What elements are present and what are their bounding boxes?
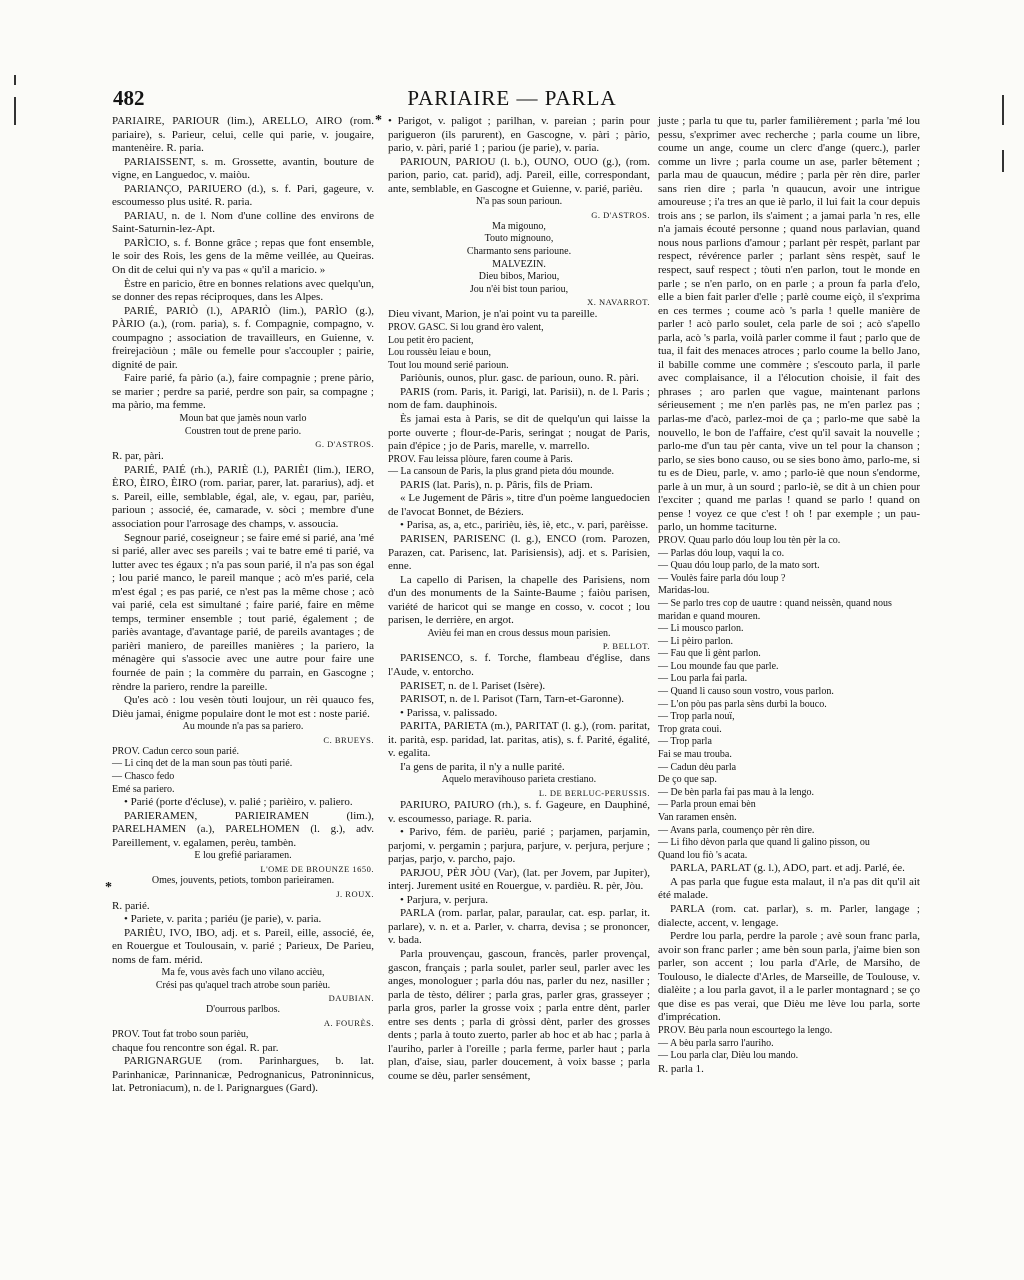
entry-paragraph: • Parisa, as, a, etc., paririèu, iès, iè, etc., v. pari, parèisse. [400, 519, 649, 532]
text-column-middle [388, 115, 650, 1083]
margin-rule-right-lower [1002, 150, 1004, 172]
citation-author: G. D'ASTROS. [315, 439, 374, 450]
entry-paragraph: • Pariete, v. parita ; pariéu (je parie), v. paria. [124, 913, 322, 926]
entry-paragraph: • Parié (porte d'écluse), v. palié ; parièiro, v. paliero. [124, 796, 353, 809]
proverb-block: PROV. GASC. Si lou grand èro valent, Lou petit èro pacient, Lou roussèu leiau e boun, Tout lou mound serié parioun. [388, 321, 544, 371]
verse-quote: E lou grefié pariaramen. [194, 850, 292, 862]
margin-asterisk: * [375, 113, 382, 128]
citation-author: A. FOURÈS. [323, 1018, 374, 1029]
entry-paragraph: PARLA, PARLAT (g. l.), ADO, part. et adj. Parlé, ée. [670, 862, 905, 875]
citation-author: L'OME DE BROUNZE 1650. [260, 863, 374, 874]
entry-paragraph: chaque fou rencontre son égal. R. par. [112, 1041, 279, 1054]
text-column-right [658, 115, 920, 1076]
citation-author: DAUBIAN. [328, 993, 374, 1004]
entry-paragraph: Dieu vivant, Marion, je n'ai point vu ta pareille. [388, 308, 598, 321]
entry-paragraph: PARIS (rom. Paris, it. Parigi, lat. Parisii), n. de l. Paris ; nom de fam. dauphinois. [388, 385, 650, 412]
entry-paragraph: PARIÉ, PARIÒ (l.), APARIÒ (lim.), PARÌO (g.), PÀRIO (a.), (rom. paria), s. f. Compagnie, compagno, v. coumpagno ; association de travailleurs, en Guienne, v. freirejaciòun ; mâle ou femelle pour s'accoupler ; pairie, dignité de pair. [112, 304, 374, 371]
entry-paragraph: PARIAIRE, PARIOUR (lim.), ARELLO, AIRO (rom. pariaire), s. Parieur, celui, celle qui parie, v. jougaire, mantenèire. R. paria. [112, 115, 374, 155]
proverb-block: PROV. Quau parlo dóu loup lou tèn pèr la co. — Parlas dóu loup, vaqui la co. — Quau dóu loup parlo, de la mato sort. — Voulès faire parla dóu loup ? Maridas-lou. — Se parlo tres cop de uautre : quand neissèn, quand nous maridan e quand mouren. — Li mousco parlon. — Li pèiro parlon. — Fau que li gènt parlon. — Lou mounde fau que parle. — Lou parla fai parla. — Quand li causo soun vostro, vous parlon. — L'on pòu pas parla sèns durbi la bouco. — Trop parla nouï, Trop grata coui. — Trop parla Fai se mau trouba. — Cadun dèu parla De ço que sap. — De bèn parla fai pas mau à la lengo. — Parla proun emai bèn Van raramen ensèn. — Avans parla, coumenço pèr rèn dire. — Li fiho dèvon parla que quand li galino pisson, ou Quand lou fiò 's acata. [658, 534, 892, 861]
citation-author: G. D'ASTROS. [591, 209, 650, 220]
entry-paragraph: PARIGNARGUE (rom. Parinhargues, b. lat. Parinhanicæ, Parinnanicæ, Pedrognanicus, Patroninnicus, lat. Petroniacum), n. de l. Parignargues (Gard). [112, 1055, 374, 1095]
entry-paragraph: R. parié. [112, 899, 150, 912]
entry-paragraph: PARISET, n. de l. Pariset (Isère). [400, 679, 546, 692]
entry-paragraph: « Le Jugement de Pâris », titre d'un poème languedocien de l'avocat Bonnet, de Béziers. [388, 492, 650, 518]
citation-author: L. DE BERLUC-PERUSSIS. [538, 787, 650, 798]
proverb-block: PROV. Cadun cerco soun parié. — Li cinq det de la man soun pas tòuti parié. — Chasco fedo Emé sa pariero. [112, 745, 293, 795]
entry-paragraph: • Parivo, fém. de parièu, parié ; parjamen, parjamin, parjomi, v. pergamin ; parjura, parjure, v. perjura, perjure ; parjas, parjo, v. parcho, pajo. [388, 826, 650, 866]
page-header [113, 86, 911, 112]
entry-paragraph: Parla prouvençau, gascoun, francès, parler provençal, gascon, français ; parla soulet, parler seul, parler avec les anges, monologuer ; parla dóu nas, parler du nez, nasiller ; parla de tèsto, délirer ; parla gras, parler gras, grasseyer ; parla gros, parler la grosse voix ; parla entre dènt, parler entre ses dents ; parla di gròssi dènt, parler des grosses dents ; parla à touto zuerto, parler ab hoc et ab hac ; parla à l'auriho, parler à l'oreille ; parla ferme, parler haut ; parla plan, d'aise, siau, parler doucement, à voix basse ; parla coume se dèu, parler sensément, [388, 947, 650, 1082]
entry-paragraph: A pas parla que fugue esta malaut, il n'a pas dit qu'il ait été malade. [658, 875, 920, 902]
entry-paragraph: PARLA (rom. parlar, palar, paraular, cat. esp. parlar, it. parlare), v. n. et a. Parler, v. charra, devisa ; se prononcer, v. bada. [388, 907, 650, 947]
entry-paragraph: Pariòunis, ounos, plur. gasc. de parioun, ouno. R. pàri. [400, 372, 639, 385]
citation-author: J. ROUX. [336, 888, 374, 899]
verse-quote: D'ourrous parlbos. [205, 1004, 280, 1016]
entry-paragraph: PARÌCIO, s. f. Bonne grâce ; repas que font ensemble, le soir des Rois, les gens de la même veillée, au Queiras. On dit de celui qui n'y va pas « qu'il a maricio. » [112, 236, 374, 277]
margin-asterisk: * [105, 880, 112, 895]
entry-paragraph: PARISEN, PARISENC (l. g.), ENCO (rom. Parozen, Parazen, cat. Parisenc, lat. Parisiensis), adj. et s. Parisien, enne. [388, 533, 650, 573]
entry-paragraph: PARIURO, PAIURO (rh.), s. f. Gageure, en Dauphiné, v. escoumesso, pariage. R. paria. [388, 798, 650, 825]
entry-paragraph: Qu'es acò : lou vesèn tòuti loujour, un rèi quauco fes, Dièu jamai, énigme populaire dont le mot est : noste parié. [112, 694, 374, 720]
proverb-block: PROV. Fau leissa plòure, faren coume à Paris. — La cansoun de Paris, la plus grand pieta dóu mounde. [388, 453, 615, 478]
entry-paragraph: PARLA (rom. cat. parlar), s. m. Parler, langage ; dialecte, accent, v. lengage. [658, 903, 920, 929]
entry-paragraph: La capello di Parisen, la chapelle des Parisiens, nom d'un des monuments de la Sainte-Baume ; faiòu parisen, variété de haricot qui se mange en cosso, v. cocot ; lou parisen, le derrière, en argot. [388, 573, 650, 627]
proverb-block: PROV. Tout fat trobo soun parièu, [112, 1029, 249, 1041]
margin-rule-left-top [14, 75, 16, 85]
verse-quote: N'a pas soun parioun. [475, 196, 563, 208]
page-title: PARIAIRE — PARLA [407, 86, 617, 110]
entry-paragraph: PARIAU, n. de l. Nom d'une colline des environs de Saint-Saturnin-lez-Apt. [112, 209, 374, 236]
citation-author: X. NAVARROT. [587, 297, 650, 308]
verse-quote: Aquelo meravihouso parieta crestiano. [441, 774, 597, 786]
entry-paragraph: • Parigot, v. paligot ; parilhan, v. pareian ; parin pour parigueron (ils parurent), en Gascogne, v. pàri ; pàrio, pario, v. pàri, parié 1 ; pariou (je parie), v. paria. [388, 115, 650, 155]
entry-paragraph: PARIÉ, PAIÉ (rh.), PARIÈ (l.), PARIÈI (lim.), IERO, ÈRO, ÈIRO, ÈIRO (rom. pariar, parer, lat. pararius), adj. et s. Pareil, eille, semblable, égal, ale, v. egau, par, parièu, parioun ; associé, ée, camarade, v. sòci ; membre d'une association pour l'arrosage des champs, v. assoucia. [112, 463, 374, 530]
citation-author: C. BRUEYS. [323, 734, 374, 745]
entry-paragraph: R. par, pàri. [112, 450, 164, 463]
entry-paragraph: PARIAISSENT, s. m. Grossette, avantin, bouture de vigne, en Languedoc, v. maiòu. [112, 155, 374, 182]
entry-paragraph: • Parissa, v. palissado. [400, 706, 498, 719]
entry-paragraph: PARIERAMEN, PARIEIRAMEN (lim.), PARELHAMEN (a.), PARELHOMEN (l. g.), adv. Pareillement, v. egalamen, perèu, tambèn. [112, 809, 374, 849]
verse-quote: Omes, jouvents, petiots, tombon parieiramen. [151, 874, 335, 886]
entry-paragraph: PARIS (lat. Paris), n. p. Pâris, fils de Priam. [400, 478, 593, 491]
entry-paragraph: PARISENCO, s. f. Torche, flambeau d'église, dans l'Aude, v. entorcho. [388, 652, 650, 678]
citation-author: P. BELLOT. [602, 641, 650, 652]
entry-paragraph: I'a gens de parita, il n'y a nulle parité. [400, 760, 565, 773]
margin-rule-left [14, 97, 16, 125]
verse-quote: Au mounde n'a pas sa pariero. [182, 721, 304, 733]
text-column-left [112, 115, 374, 1096]
proverb-block: PROV. Bèu parla noun escourtego la lengo. — A bèu parla sarro l'auriho. — Lou parla clar, Dièu lou mando. [658, 1024, 833, 1062]
entry-paragraph: Faire parié, fa pàrio (a.), faire compagnie ; prene pàrio, se marier ; perdre sa parié, perdre son pair, sa compagne ; ma pàrio, ma femme. [112, 372, 374, 412]
entry-paragraph: PARIÈU, IVO, IBO, adj. et s. Pareil, eille, associé, ée, en Rouergue et Toulousain, v. parié ; Parieux, De Parieu, noms de fam. mérid. [112, 926, 374, 966]
entry-paragraph: PARIANÇO, PARIUERO (d.), s. f. Pari, gageure, v. escoumesso plus usité. R. paria. [112, 182, 374, 209]
verse-quote: Ma migouno, Touto mignouno, Charmanto sens parioune. MALVEZIN. Dieu bibos, Mariou, Jou n'èi bist toun pariou, [466, 220, 572, 295]
verse-quote: Avièu fei man en crous dessus moun parisien. [427, 627, 611, 639]
entry-paragraph: Èstre en paricio, être en bonnes relations avec quelqu'un, se donner des repas réciproques, dans les Alpes. [112, 277, 374, 304]
entry-paragraph: Perdre lou parla, perdre la parole ; avè soun franc parla, avoir son franc parler ; ame bèn soun parla, j'aime bien son parler, son accent ; lou parla d'Arle, de Marsiho, de Toulouso, le dialecte d'Arles, de Marseille, de Toulouse, v. dialèite ; a lou parla gavot, il a le parler montagnard ; se ço que dise es pas verai, que Dièu me lève lou parla, sorte d'imprécation. [658, 930, 920, 1024]
verse-quote: Ma fe, vous avès fach uno vilano accièu, Crési pas qu'aquel trach atrobe soun parièu. [155, 967, 331, 991]
entry-paragraph: Segnour parié, coseigneur ; se faire emé si parié, ana 'mé si parié, aller avec ses pareils ; vai te batre emé ti parié, va lutter avec tes égaux ; n'a pas soun parié, il n'a pas son égal ; lou parié manco, le pareil manque ; acò m'es parié, cela m'est égal ; es pas parié, ce n'est pas la même chose ; acò vai parié, cela est simultané ; faire parié, faire en même temps, terminer ensemble ; tout parié, également ; de pariès avantage, d'avantage parié, de pareils avantages ; de parièri maniero, de pareilles manières ; la pariero, la ménagère qui s'associe avec une autre pour faire une fournée de pain ; la commère du parrain, en Gascogne ; rèndre la pariero, rendre la pareille. [112, 531, 374, 693]
entry-paragraph: juste ; parla tu que tu, parler familièrement ; parla 'mé lou pessu, s'exprimer avec recherche ; parla coume un libre, coume un ange, coume un clerc d'ange (querc.), parler comme un livre ; parla coume un ase, parler bêtement ; parla mau de quaucun, médire ; parla pèr rèn dire, parler sans rien dire ; parla 'n quaucun, avoir une intrigue amoureuse ; i'a tres an que iè parlo, il lui fait la cour depuis trois ans ; se parlon, ils s'aiment ; a jamai parla 'n res, elle n'a jamais écouté personne ; quand nous parlavian, quand nous nous parlions d'amour ; parlant pèr respèt, parlant par respect, révérence parler ; parlant sèns respèt, sauf le respect, sauf respect ; tòuti n'en parlon, tout le monde en parle ; se n'en parlo, on en parle ; a proun fa parla d'elo, elle a bien fait parler d'elle ; parlè coume eiçò, il s'exprima en ces termes ; coume acò 's parla ! quelle manière de parler ! acò parlo soulet, cela parle de soi ; acò s'apello parla, acò 's parla, voilà parler comme il faut ; parlo que de tua, il fait des menaces atroces ; parlo coume la bello Jano, il babille comme une commère ; s'escouto parla, il parle avec complaisance, il a l'élocution choisie, il fait des phrases ; aro parlen que vague, maintenant parlons sérieusement ; me n'en parlès pas, ne m'en parlez pas ; parlas-me d'acò, parlez-moi de ça ; parlo-me que sabè la nouvello, le bon de l'affaire, c'est qu'il savait la nouvelle ; parlo-me d'un tau pèr canta, vive un tel pour la chanson ; parlo, se sies bono causo, ou se sies bono àmo, parlo-me, si tu es de Dieu, parle, v. amo ; parlo-iè que noun s'endorme, parle à un mur, à un sourd ; parlo-iè, se dit à un chien pour l'exciter ; quand me parlas ! quand se parlo ! quand on pense ! voyez ce que c'est ! oh ! par exemple ; un pau-parlo, un homme taciturne. [658, 115, 920, 534]
entry-paragraph: PARIOUN, PARIOU (l. b.), OUNO, OUO (g.), (rom. parion, pario, cat. parid), adj. Pareil, eille, correspondant, ante, semblable, en Gascogne et Guienne, v. parié, parièu. [388, 155, 650, 195]
entry-paragraph: R. parla 1. [658, 1062, 704, 1075]
margin-rule-right [1002, 95, 1004, 125]
entry-paragraph: PARJOU, PÈR JÒU (Var), (lat. per Jovem, par Jupiter), interj. Jurement usité en Rouergue, v. pardièu. R. pèr, Jòu. [388, 866, 650, 893]
entry-paragraph: PARISOT, n. de l. Parisot (Tarn, Tarn-et-Garonne). [400, 693, 625, 706]
entry-paragraph: Ès jamai esta à Paris, se dit de quelqu'un qui laisse la porte ouverte ; flour-de-Paris, seringat ; nougat de Paris, pain d'épice ; jo de Paris, marelle, v. marrello. [388, 413, 650, 453]
entry-paragraph: • Parjura, v. perjura. [400, 893, 489, 906]
page-number: 482 [113, 86, 145, 110]
verse-quote: Moun bat que jamès noun varlo Coustren tout de prene pario. [179, 413, 307, 437]
entry-paragraph: PARITA, PARIETA (m.), PARITAT (l. g.), (rom. paritat, it. parità, esp. paridad, lat. paritas, atis), s. f. Parité, égalité, v. egalita. [388, 720, 650, 760]
